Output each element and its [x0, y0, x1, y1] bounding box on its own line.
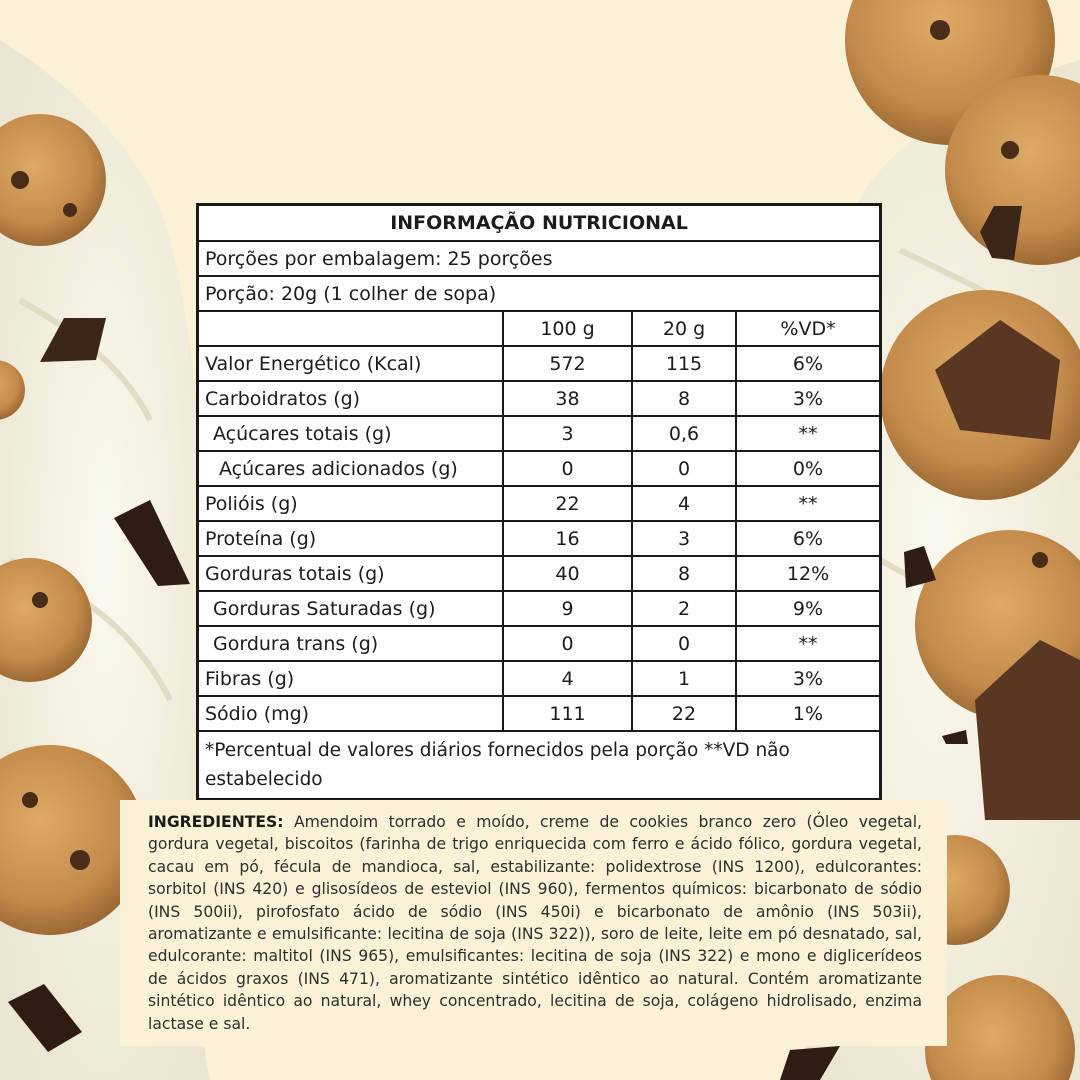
value-20g: 0: [632, 451, 736, 486]
table-row: [199, 381, 879, 416]
value-20g: 115: [632, 346, 736, 381]
value-vd: 9%: [736, 591, 879, 626]
value-20g: 4: [632, 486, 736, 521]
value-20g: 3: [632, 521, 736, 556]
column-header-100g: 100 g: [503, 311, 632, 346]
value-vd: **: [736, 416, 879, 451]
value-100g: 4: [503, 661, 632, 696]
value-100g: 0: [503, 451, 632, 486]
column-header-row: [199, 311, 879, 346]
value-vd: **: [736, 626, 879, 661]
value-vd: 3%: [736, 381, 879, 416]
value-20g: 0,6: [632, 416, 736, 451]
value-100g: 0: [503, 626, 632, 661]
nutrient-name: Gorduras Saturadas (g): [199, 591, 503, 626]
value-vd: 6%: [736, 346, 879, 381]
nutrient-name: Fibras (g): [199, 661, 503, 696]
value-100g: 16: [503, 521, 632, 556]
nutrient-name: Proteína (g): [199, 521, 503, 556]
table-row: [199, 521, 879, 556]
value-20g: 1: [632, 661, 736, 696]
nutrient-name: Sódio (mg): [199, 696, 503, 731]
column-header-blank: [199, 311, 503, 346]
table-row: [199, 696, 879, 731]
nutrition-footnote: *Percentual de valores diários fornecidos pela porção **VD não estabelecido: [199, 731, 879, 798]
table-row: [199, 626, 879, 661]
table-row: [199, 486, 879, 521]
value-100g: 111: [503, 696, 632, 731]
value-100g: 22: [503, 486, 632, 521]
table-row: [199, 556, 879, 591]
nutrient-name: Gorduras totais (g): [199, 556, 503, 591]
nutrition-facts-table: [196, 203, 882, 801]
nutrient-name: Carboidratos (g): [199, 381, 503, 416]
ingredients-panel: [120, 800, 947, 1046]
value-20g: 2: [632, 591, 736, 626]
table-row: [199, 591, 879, 626]
value-vd: 6%: [736, 521, 879, 556]
nutrient-name: Açúcares totais (g): [199, 416, 503, 451]
nutrient-name: Valor Energético (Kcal): [199, 346, 503, 381]
nutrient-name: Gordura trans (g): [199, 626, 503, 661]
value-100g: 572: [503, 346, 632, 381]
column-header-vd: %VD*: [736, 311, 879, 346]
nutrient-name: Polióis (g): [199, 486, 503, 521]
value-100g: 40: [503, 556, 632, 591]
value-vd: **: [736, 486, 879, 521]
value-20g: 8: [632, 381, 736, 416]
servings-per-package: Porções por embalagem: 25 porções: [199, 241, 879, 276]
nutrient-name: Açúcares adicionados (g): [199, 451, 503, 486]
value-vd: 0%: [736, 451, 879, 486]
value-100g: 38: [503, 381, 632, 416]
table-row: [199, 451, 879, 486]
serving-size: Porção: 20g (1 colher de sopa): [199, 276, 879, 311]
table-row: [199, 661, 879, 696]
ingredients-text: Amendoim torrado e moído, creme de cookies branco zero (Óleo vegetal, gordura vegetal, biscoitos (farinha de trigo enriquecida com ferro e ácido fólico, gordura vegetal, cacau em pó, fécula de mandioca, sal, estabilizante: polidextrose (INS 1200), edulcorantes: sorbitol (INS 420) e glisosídeos de esteviol (INS 960), fermentos químicos: bicarbonato de sódio (INS 500ii), pirofosfato ácido de sódio (INS 450i) e bicarbonato de amônio (INS 503ii), aromatizante e emulsificante: lecitina de soja (INS 322)), soro de leite, leite em pó desnatado, sal, edulcorante: maltitol (INS 965), emulsificantes: lecitina de soja (INS 322) e mono e diglicerídeos de ácidos graxos (INS 471), aromatizante sintético idêntico ao natural. Contém aromatizante sintético idêntico ao natural, whey concentrado, lecitina de soja, colágeno hidrolisado, enzima lactase e sal.: [148, 813, 922, 1033]
value-vd: 1%: [736, 696, 879, 731]
value-20g: 0: [632, 626, 736, 661]
table-row: [199, 346, 879, 381]
ingredients-label: INGREDIENTES:: [148, 813, 284, 831]
value-100g: 9: [503, 591, 632, 626]
value-vd: 3%: [736, 661, 879, 696]
table-row: [199, 416, 879, 451]
value-100g: 3: [503, 416, 632, 451]
value-vd: 12%: [736, 556, 879, 591]
column-header-20g: 20 g: [632, 311, 736, 346]
value-20g: 8: [632, 556, 736, 591]
value-20g: 22: [632, 696, 736, 731]
nutrition-title: INFORMAÇÃO NUTRICIONAL: [199, 206, 879, 241]
